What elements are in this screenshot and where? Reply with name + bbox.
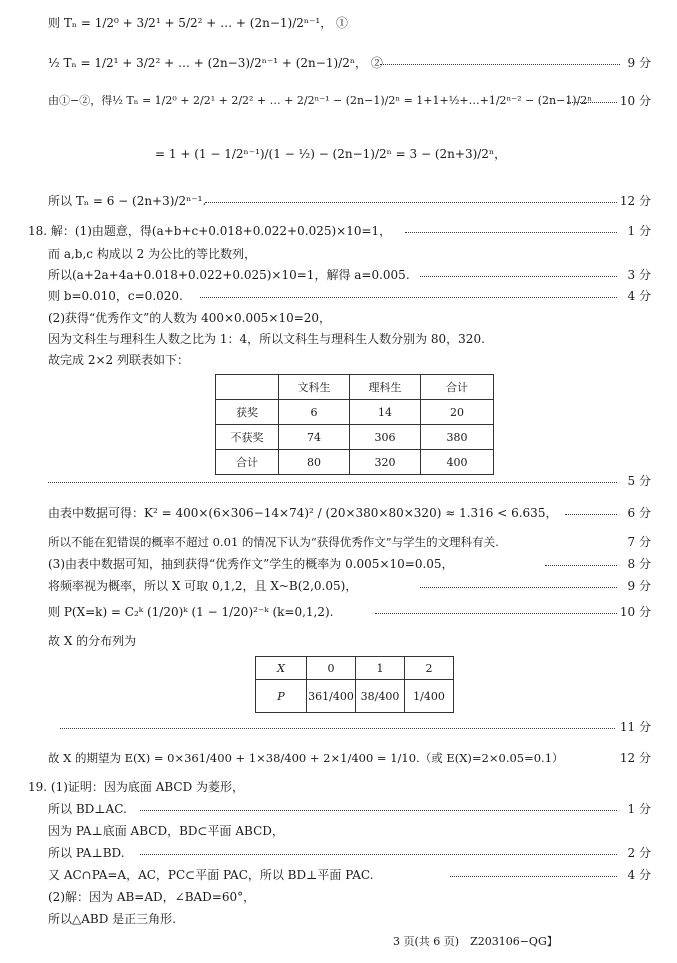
page-footer: 3 页(共 6 页) Z203106−QG】 xyxy=(393,935,558,948)
dot-leader xyxy=(375,613,617,614)
line-text: 所以(a+2a+4a+0.018+0.022+0.025)×10=1，解得 a=0.005. xyxy=(48,268,410,282)
line-text: (3)由表中数据可知，抽到获得“优秀作文”学生的概率为 0.005×10=0.05， xyxy=(48,557,454,571)
table-cell: 0 xyxy=(307,657,356,680)
score: 1 分 xyxy=(627,224,651,238)
line-25 xyxy=(0,842,677,864)
line-8 xyxy=(0,264,677,286)
line-text: 则 Tₙ = 1/2⁰ + 3/2¹ + 5/2² + … + (2n−1)/2ⁿ⁻¹， ① xyxy=(48,16,349,30)
table-cell: 2 xyxy=(405,657,454,680)
line-text: 所以不能在犯错误的概率不超过 0.01 的情况下认为“获得优秀作文”与学生的文理科有关. xyxy=(48,535,499,549)
line-text: 19. (1)证明：因为底面 ABCD 为菱形， xyxy=(28,780,245,794)
line-3 xyxy=(0,90,677,112)
table-cell: 320 xyxy=(350,450,421,475)
line-6 xyxy=(0,220,677,242)
line-text: 又 AC∩PA=A，AC，PC⊂平面 PAC，所以 BD⊥平面 PAC. xyxy=(48,868,374,882)
line-16 xyxy=(0,553,677,575)
line-20 xyxy=(0,716,677,738)
score: 8 分 xyxy=(627,557,651,571)
line-text: = 1 + (1 − 1/2ⁿ⁻¹)/(1 − ½) − (2n−1)/2ⁿ = 3 − (2n+3)/2ⁿ， xyxy=(155,147,507,161)
line-27 xyxy=(0,886,677,908)
table-cell: X xyxy=(256,657,307,680)
table-row xyxy=(256,680,454,713)
score: 6 分 xyxy=(627,506,651,520)
line-text: 所以△ABD 是正三角形. xyxy=(48,912,176,926)
line-text: 因为文科生与理科生人数之比为 1：4，所以文科生与理科生人数分别为 80，320. xyxy=(48,332,485,346)
line-23 xyxy=(0,798,677,820)
dot-leader xyxy=(205,202,617,203)
line-12 xyxy=(0,349,677,371)
table-cell: 20 xyxy=(421,400,494,425)
line-text: 则 b=0.010，c=0.020. xyxy=(48,289,183,303)
score: 2 分 xyxy=(627,846,651,860)
table-cell: 361/400 xyxy=(307,680,356,713)
line-text: 由表中数据可得：K² = 400×(6×306−14×74)² / (20×380×80×320) ≈ 1.316 < 6.635， xyxy=(48,506,558,520)
line-15 xyxy=(0,531,677,553)
line-text: (2)获得“优秀作文”的人数为 400×0.005×10=20， xyxy=(48,311,332,325)
table-header-row xyxy=(216,375,494,400)
dot-leader xyxy=(565,514,617,515)
table-cell: 合计 xyxy=(421,375,494,400)
score: 3 分 xyxy=(627,268,651,282)
score: 9 分 xyxy=(627,579,651,593)
table-cell: 74 xyxy=(279,425,350,450)
line-9 xyxy=(0,285,677,307)
table-cell: 文科生 xyxy=(279,375,350,400)
dot-leader xyxy=(420,587,617,588)
table-cell: 38/400 xyxy=(356,680,405,713)
table-cell: 理科生 xyxy=(350,375,421,400)
line-text: 因为 PA⊥底面 ABCD，BD⊂平面 ABCD， xyxy=(48,824,284,838)
score: 10 分 xyxy=(619,605,651,619)
dot-leader xyxy=(60,728,615,729)
line-5 xyxy=(0,190,677,212)
dot-leader xyxy=(420,276,617,277)
dot-leader xyxy=(140,854,617,855)
score: 12 分 xyxy=(619,751,651,765)
line-text: 而 a,b,c 构成以 2 为公比的等比数列， xyxy=(48,247,257,261)
dot-leader xyxy=(405,232,617,233)
dot-leader xyxy=(380,64,620,65)
score: 5 分 xyxy=(627,474,651,488)
line-10 xyxy=(0,307,677,329)
table-row xyxy=(216,425,494,450)
distribution-table xyxy=(255,656,454,713)
line-text: 由①−②，得½ Tₙ = 1/2⁰ + 2/2¹ + 2/2² + … + 2/2ⁿ⁻¹ − (2n−1)/2ⁿ = 1+1+½+…+1/2ⁿ⁻² − (2n−1)/2ⁿ xyxy=(48,94,593,107)
score: 4 分 xyxy=(627,868,651,882)
table-cell: 380 xyxy=(421,425,494,450)
score: 9 分 xyxy=(627,56,651,70)
line-11 xyxy=(0,328,677,350)
table-cell: P xyxy=(256,680,307,713)
table-cell: 合计 xyxy=(216,450,279,475)
table-cell: 1/400 xyxy=(405,680,454,713)
line-7 xyxy=(0,243,677,265)
dot-leader xyxy=(450,876,617,877)
line-2 xyxy=(0,52,677,74)
line-text: 故 X 的期望为 E(X) = 0×361/400 + 1×38/400 + 2×1/400 = 1/10.（或 E(X)=2×0.05=0.1） xyxy=(48,751,564,765)
line-text: 故完成 2×2 列联表如下： xyxy=(48,353,189,367)
contingency-table xyxy=(215,374,494,475)
table-cell: 306 xyxy=(350,425,421,450)
table-cell xyxy=(216,375,279,400)
line-text: 所以 PA⊥BD. xyxy=(48,846,125,860)
score: 10 分 xyxy=(619,94,651,108)
table-cell: 获奖 xyxy=(216,400,279,425)
line-text: 所以 Tₙ = 6 − (2n+3)/2ⁿ⁻¹. xyxy=(48,194,207,208)
table-header-row xyxy=(256,657,454,680)
line-text: 将频率视为概率，所以 X 可取 0,1,2，且 X~B(2,0.05)， xyxy=(48,579,358,593)
line-text: 18. 解：(1)由题意，得(a+b+c+0.018+0.022+0.025)×10=1， xyxy=(28,224,392,238)
dot-leader xyxy=(545,565,617,566)
line-19 xyxy=(0,630,677,652)
line-text: (2)解：因为 AB=AD，∠BAD=60°， xyxy=(48,890,256,904)
line-17 xyxy=(0,575,677,597)
line-13 xyxy=(0,470,677,492)
score: 4 分 xyxy=(627,289,651,303)
table-row xyxy=(216,400,494,425)
score: 1 分 xyxy=(627,802,651,816)
line-21 xyxy=(0,747,677,769)
line-26 xyxy=(0,864,677,886)
line-14 xyxy=(0,502,677,524)
dot-leader xyxy=(567,102,617,103)
line-text: ½ Tₙ = 1/2¹ + 3/2² + … + (2n−3)/2ⁿ⁻¹ + (2n−1)/2ⁿ， ② xyxy=(48,56,383,70)
line-text: 所以 BD⊥AC. xyxy=(48,802,127,816)
line-28 xyxy=(0,908,677,930)
dot-leader xyxy=(48,482,617,483)
table-cell: 400 xyxy=(421,450,494,475)
table-cell: 80 xyxy=(279,450,350,475)
line-4 xyxy=(0,143,677,165)
dot-leader xyxy=(200,297,617,298)
table-cell: 6 xyxy=(279,400,350,425)
score: 11 分 xyxy=(619,720,651,734)
line-18 xyxy=(0,601,677,623)
dot-leader xyxy=(140,810,617,811)
table-cell: 1 xyxy=(356,657,405,680)
table-cell: 不获奖 xyxy=(216,425,279,450)
line-24 xyxy=(0,820,677,842)
score: 12 分 xyxy=(619,194,651,208)
line-22 xyxy=(0,776,677,798)
line-text: 故 X 的分布列为 xyxy=(48,634,137,648)
line-1 xyxy=(0,12,677,34)
score: 7 分 xyxy=(627,535,651,549)
table-cell: 14 xyxy=(350,400,421,425)
line-text: 则 P(X=k) = C₂ᵏ (1/20)ᵏ (1 − 1/20)²⁻ᵏ (k=0,1,2). xyxy=(48,605,334,619)
